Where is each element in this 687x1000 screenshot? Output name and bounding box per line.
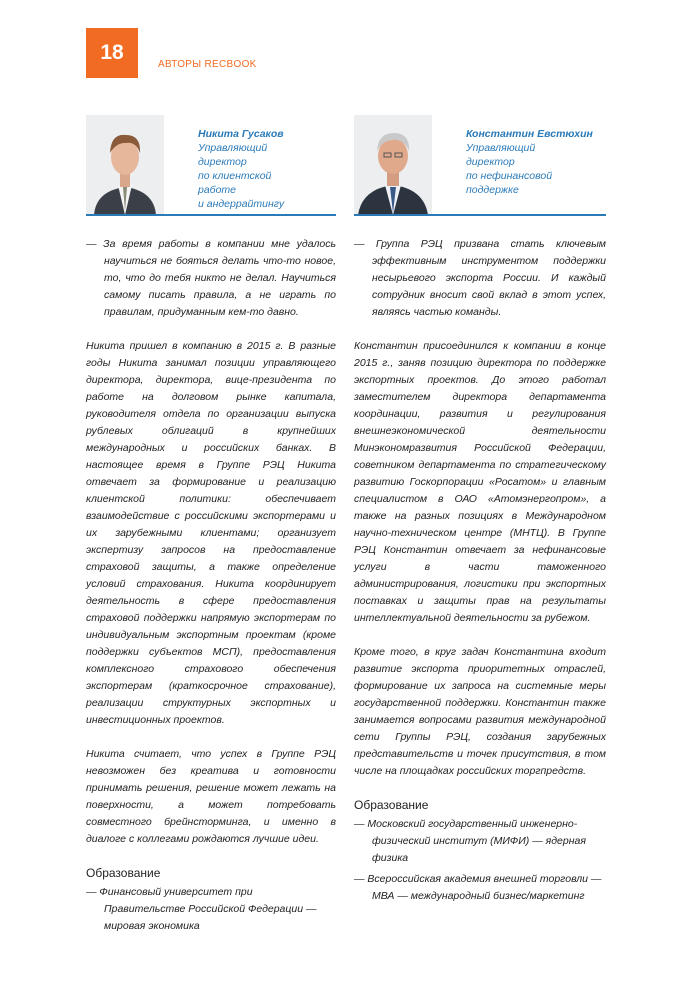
education-heading: Образование [86,866,161,880]
position-line: поддержке [466,184,519,196]
person-name: Никита Гусаков [198,128,284,140]
bio-paragraph: Кроме того, в круг задач Константина входит развитие экспорта приоритетных отраслей, формирование их запроса на системные меры государственной поддержки. Константин также занимается вопросами развития международной сети Группы РЭЦ, создания зарубежных представительств и точек присутствия, в том числе на площадках российских торгпредств. [354,646,606,777]
position-line: Управляющий [198,142,268,154]
position-line: Управляющий [466,142,536,154]
bio-paragraph: Никита пришел в компанию в 2015 г. В разные годы Никита занимал позиции управляющего директора, директора, вице-президента по работе на долговом рынке капитала, руководителя отдела по организации выпуска рублевых облигаций в крупнейших международных и российских банках. В настоящее время в Группе РЭЦ Никита отвечает за формирование и реализацию клиентской политики: обеспечивает взаимодействие с российскими экспортерами и их зарубежными клиентами; организует экспертизу запросов на предоставление страховой защиты, а также определение условий страхования. Никита координирует деятельность в сфере предоставления страховой поддержки напрямую экспортерам по индивидуальным экспортным проектам (кроме поддержки субъектов МСП), предоставления комплексного страхового обеспечения экспортерам (краткосрочное страхование), реализации структурных экспортных и инвестиционных проектов. [86,340,336,726]
education-item: — Финансовый университет при Правительстве Российской Федерации — мировая экономика [86,886,317,932]
portrait-photo-icon [354,115,432,215]
portrait-photo-icon [86,115,164,215]
profile-right [354,115,606,215]
bio-paragraph: Константин присоединился к компании в конце 2015 г., заняв позицию директора по поддержке экспортных проектов. До этого работал заместителем директора департамента координации, развития и регулирования внешнеэкономической деятельности Минэкономразвития Российской Федерации, советником департамента по стратегическому развитию Госкорпорации «Росатом» и главным специалистом в ОАО «Атомэнергопром», а также на разных позициях в Международном научно-техническом центре (МНТЦ). В Группе РЭЦ Константин отвечает за нефинансовые услуги в части таможенного администрирования, логистики при экспортных поставках и защиты прав на результаты интеллектуальной деятельности за рубежом. [354,340,606,624]
page-number: 18 [86,28,138,78]
left-column [86,236,336,939]
quote: — Группа РЭЦ призвана стать ключевым эффективным инструментом поддержки несырьевого экспорта России. И каждый сотрудник вносит свой вклад в этот успех, являясь частью команды. [354,238,606,318]
position-line: по клиентской работе [198,170,272,196]
bio-paragraph: Никита считает, что успех в Группе РЭЦ невозможен без креатива и готовности принимать решения, решение может лежать на поверхности, а может потребовать совместного брейнсторминга, и именно в диалоге с коллегами рождаются лучшие идеи. [86,748,336,845]
position-line: по нефинансовой [466,170,553,182]
right-column [354,236,606,909]
education-heading: Образование [354,798,429,812]
position-line: директор [466,156,515,168]
person-name: Константин Евстюхин [466,128,593,140]
profile-left-info [198,127,308,211]
profile-right-info [466,127,593,197]
divider-right [354,214,606,216]
profile-left [86,115,308,215]
quote: — За время работы в компании мне удалось научиться не бояться делать что-то новое, то, что до тебя никто не делал. Научиться самому писать правила, а не играть по правилам, придуманным кем-то давно. [86,238,336,318]
education-item: — Всероссийская академия внешней торговли — МВА — международный бизнес/маркетинг [354,873,602,902]
education-item: — Московский государственный инженерно-физический институт (МИФИ) — ядерная физика [354,818,586,864]
divider-left [86,214,336,216]
position-line: директор [198,156,247,168]
section-title: АВТОРЫ RECBOOK [158,59,257,70]
position-line: и андеррайтингу [198,198,285,210]
